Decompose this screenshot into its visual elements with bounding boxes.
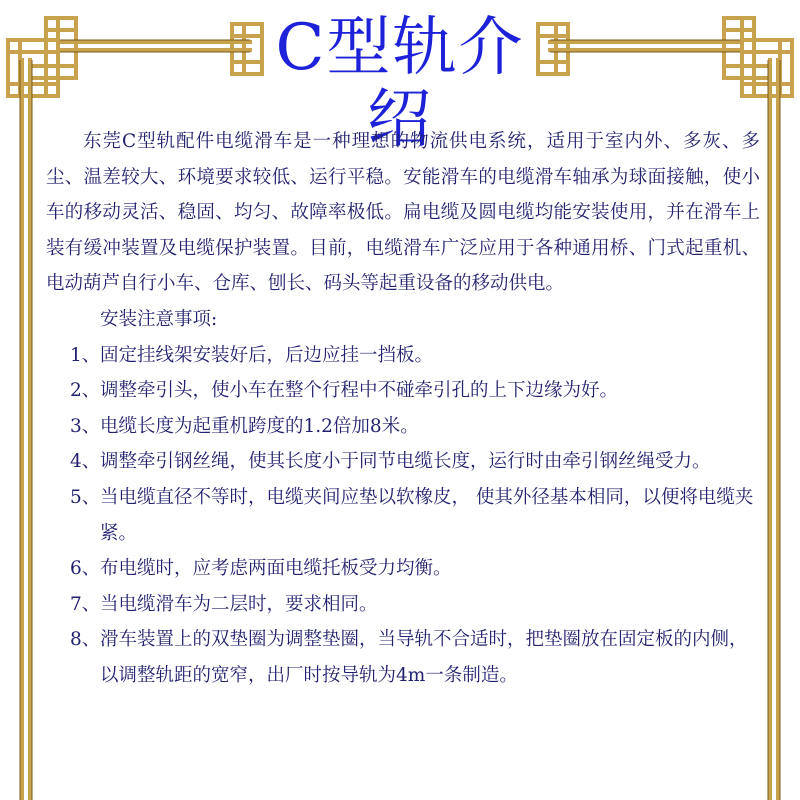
list-item-text: 调整牵引钢丝绳，使其长度小于同节电缆长度，运行时由牵引钢丝绳受力。 [100, 451, 711, 473]
list-item [46, 587, 760, 623]
list-item-number: 2、 [70, 380, 101, 402]
list-item-text: 当电缆直径不等时，电缆夹间应垫以软橡皮， 使其外径基本相同，以便将电缆夹紧。 [100, 486, 754, 544]
list-item-number: 1、 [70, 344, 101, 366]
list-item [46, 551, 760, 587]
list-item-number: 5、 [70, 486, 101, 508]
list-item-text: 滑车装置上的双垫圈为调整垫圈，当导轨不合适时，把垫圈放在固定板的内侧，以调整轨距的宽窄，出厂时按导轨为4m一条制造。 [100, 629, 748, 686]
list-item-number: 6、 [70, 558, 101, 580]
right-border [770, 60, 778, 800]
list-item [46, 480, 760, 551]
list-item-text: 电缆长度为起重机跨度的1.2倍加8米。 [100, 415, 419, 437]
top-left-knot [8, 18, 76, 96]
intro-paragraph: 东莞C型轨配件电缆滑车是一种理想的物流供电系统，适用于室内外、多灰、多尘、温差较大、环境要求较低、运行平稳。安能滑车的电缆滑车轴承为球面接触，使小车的移动灵活、稳固、均匀、故障率极低。扁电缆及圆电缆均能安装使用，并在滑车上装有缓冲装置及电缆保护装置。目前，电缆滑车广泛应用于各种通用桥、门式起重机、电动葫芦自行小车、仓库、刨长、码头等起重设备的移动供电。 [46, 131, 760, 295]
top-rail-right [550, 42, 740, 50]
list-item-text: 当电缆滑车为二层时，要求相同。 [100, 593, 378, 615]
list-item-number: 3、 [70, 415, 101, 437]
top-rail-left [60, 42, 250, 50]
list-item [46, 373, 760, 409]
article-body [46, 124, 760, 694]
list-item-number: 8、 [70, 629, 101, 651]
list-item [46, 338, 760, 374]
list-item-number: 4、 [70, 451, 101, 473]
notes-heading: 安装注意事项: [100, 308, 218, 330]
page-title: C型轨介绍 [275, 11, 525, 157]
left-border [22, 60, 30, 800]
list-item-text: 调整牵引头，使小车在整个行程中不碰牵引孔的上下边缘为好。 [100, 380, 619, 402]
list-item [46, 622, 760, 693]
top-right-knot [724, 18, 792, 96]
notes-list [46, 338, 760, 694]
list-item [46, 409, 760, 445]
list-item [46, 444, 760, 480]
list-item-text: 固定挂线架安装好后，后边应挂一挡板。 [100, 344, 434, 366]
list-item-text: 布电缆时，应考虑两面电缆托板受力均衡。 [100, 558, 452, 580]
list-item-number: 7、 [70, 593, 101, 615]
